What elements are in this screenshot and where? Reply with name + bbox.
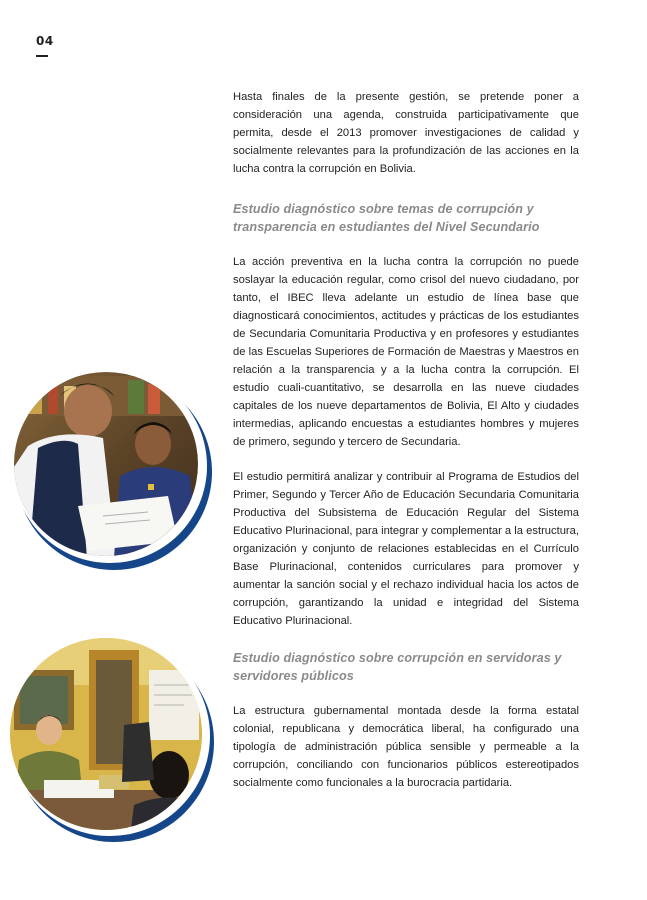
office-workers-photo	[4, 630, 216, 845]
section2-heading	[233, 649, 579, 685]
page-number: 04	[36, 34, 54, 48]
section1-paragraph-2: El estudio permitirá analizar y contribuir al Programa de Estudios del Primer, Segundo y Tercer Año de Educación Secundaria Comunitaria Productiva del Subsistema de Educación Regular del Sistema Educativo Plurinacional, para integrar y complementar a la estructura, organización y conjunto de relaciones establecidas en el Currículo Base Plurinacional, contenidos curriculares para promover y aumentar la sanción social y el rechazo individual hacia los actos de corrupción, garantizando la unidad e integridad del Sistema Educativo Plurinacional.	[233, 471, 579, 627]
section1-heading-line1: Estudio diagnóstico sobre temas de corrupción y	[233, 202, 534, 216]
section1-heading	[233, 200, 579, 236]
students-photo	[8, 366, 213, 571]
section1-heading-line2: transparencia en estudiantes del Nivel Secundario	[233, 220, 540, 234]
page-number-rule	[36, 55, 48, 57]
intro-paragraph: Hasta finales de la presente gestión, se pretende poner a consideración una agenda, construida participativamente que permita, desde el 2013 promover investigaciones de calidad y socialmente relevantes para la profundización de las acciones en la lucha contra la corrupción en Bolivia.	[233, 91, 579, 175]
section2-paragraph-1: La estructura gubernamental montada desde la forma estatal colonial, republicana y democrática liberal, ha configurado una tipología de administración pública sensible y permeable a la corrupción, conciliando con funcionarios públicos estereotipados socialmente como funcionales a la burocracia partidaria.	[233, 705, 579, 789]
section2-heading-line2: servidores públicos	[233, 669, 354, 683]
main-content	[233, 88, 579, 792]
section1-paragraph-1: La acción preventiva en la lucha contra la corrupción no puede soslayar la educación regular, como crisol del nuevo ciudadano, por tanto, el IBEC lleva adelante un estudio de línea base que diagnosticará conocimientos, actitudes y prácticas de los estudiantes de Secundaria Comunitaria Productiva y en profesores y estudiantes de las Escuelas Superiores de Formación de Maestras y Maestros en relación a la transparencia y a la lucha contra la corrupción. El estudio cuali-cuantitativo, se desarrolla en las nueve ciudades capitales de los nueve departamentos de Bolivia, El Alto y ciudades intermedias, aplicando encuestas a estudiantes hombres y mujeres de primero, segundo y tercero de Secundaria.	[233, 256, 579, 448]
section2-heading-line1: Estudio diagnóstico sobre corrupción en servidoras y	[233, 651, 562, 665]
